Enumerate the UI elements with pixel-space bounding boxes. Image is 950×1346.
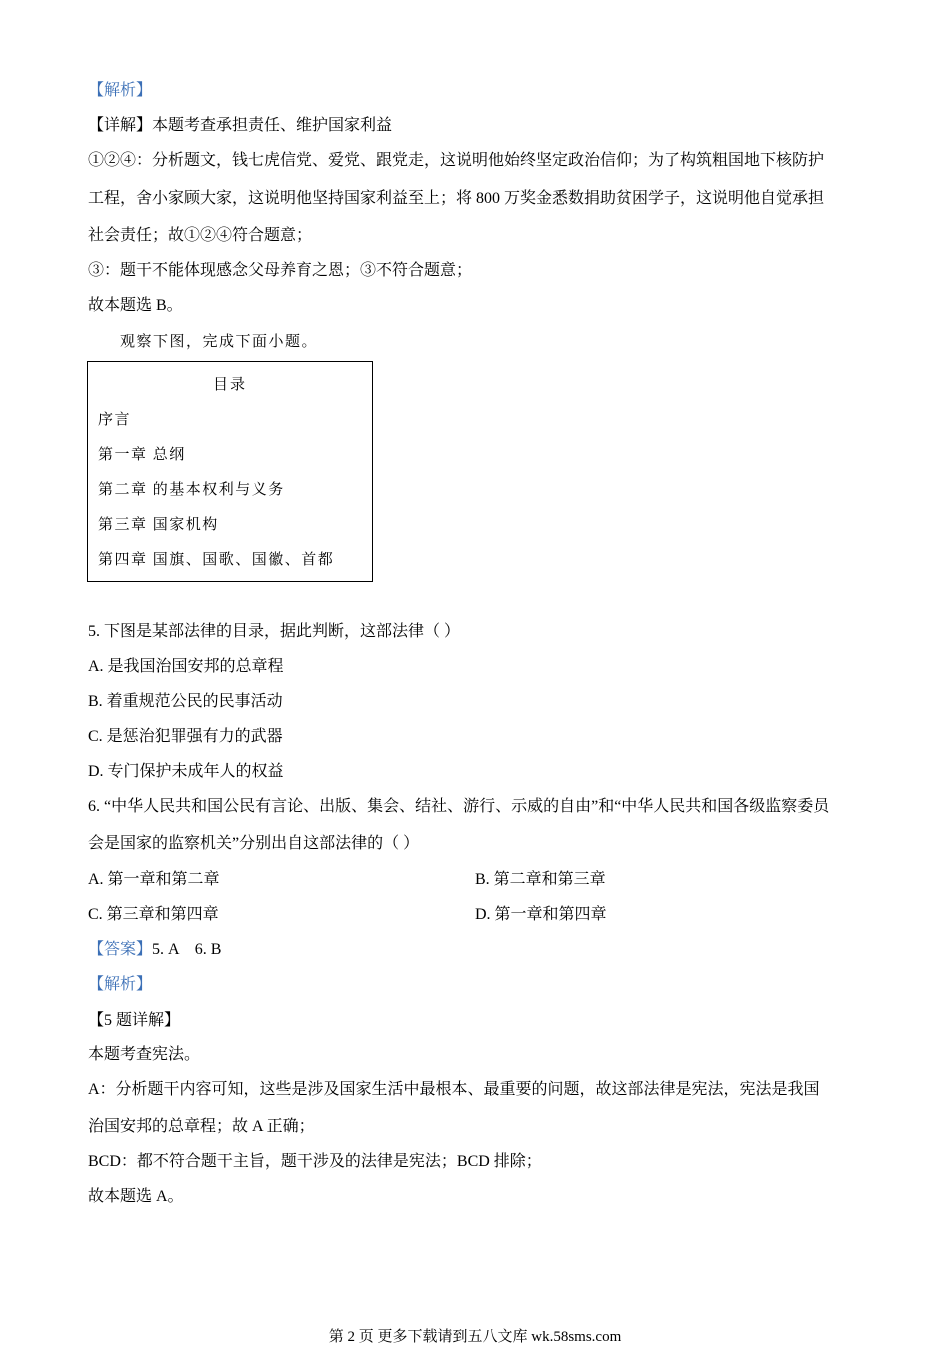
- toc-item: 第一章 总纲: [98, 447, 186, 463]
- analysis-label: 【解析】: [88, 976, 153, 993]
- question-5-option-a: A. 是我国治国安邦的总章程: [88, 658, 284, 675]
- question-6-stem: 6. “中华人民共和国公民有言论、出版、集会、结社、游行、示威的自由”和“中华人民共和国各级监察委员: [88, 798, 830, 815]
- explanation-line: A：分析题干内容可知，这些是涉及国家生活中最根本、最重要的问题，故这部法律是宪法，宪法是我国: [88, 1081, 820, 1098]
- analysis-label: 【解析】: [88, 82, 153, 99]
- question-5-stem: 5. 下图是某部法律的目录，据此判断，这部法律（ ）: [88, 623, 461, 640]
- page-footer: 第 2 页 更多下载请到五八文库 wk.58sms.com: [328, 1329, 622, 1345]
- question-intro: 观察下图，完成下面小题。: [120, 334, 319, 350]
- explanation-line: ③：题干不能体现感念父母养育之恩；③不符合题意；: [88, 262, 473, 279]
- explanation-line: 工程，舍小家顾大家，这说明他坚持国家利益至上；将 800 万奖金悉数捐助贫困学子，这说明他自觉承担: [88, 190, 825, 207]
- toc-item: 第二章 的基本权利与义务: [98, 482, 285, 498]
- question-5-option-c: C. 是惩治犯罪强有力的武器: [88, 728, 283, 745]
- detail-heading: 【详解】本题考查承担责任、维护国家利益: [88, 117, 393, 134]
- explanation-line: 社会责任；故①②④符合题意；: [88, 227, 313, 244]
- explanation-line: ①②④：分析题文，钱七虎信党、爱党、跟党走，这说明他始终坚定政治信仰；为了构筑粗国地下核防护: [88, 152, 825, 169]
- explanation-line: BCD：都不符合题干主旨，题干涉及的法律是宪法；BCD 排除；: [88, 1153, 542, 1170]
- topic-line: 本题考查宪法。: [88, 1046, 201, 1063]
- toc-title: 目录: [212, 377, 247, 393]
- table-of-contents-figure: [87, 361, 373, 582]
- question-6-option-d: D. 第一章和第四章: [475, 906, 607, 923]
- conclusion: 故本题选 A。: [88, 1188, 184, 1205]
- question-5-option-d: D. 专门保护未成年人的权益: [88, 763, 284, 780]
- detail-5-heading: 【5 题详解】: [88, 1012, 181, 1029]
- question-6-option-a: A. 第一章和第二章: [88, 871, 220, 888]
- answer-line: [88, 940, 221, 960]
- toc-item: 第三章 国家机构: [98, 517, 219, 533]
- toc-item: 序言: [98, 412, 132, 428]
- question-6-option-c: C. 第三章和第四章: [88, 906, 219, 923]
- explanation-line: 治国安邦的总章程；故 A 正确；: [88, 1118, 315, 1135]
- question-5-option-b: B. 着重规范公民的民事活动: [88, 693, 283, 710]
- answer-text: 5. A 6. B: [152, 941, 222, 958]
- question-6-stem: 会是国家的监察机关”分别出自这部法律的（ ）: [88, 835, 420, 852]
- toc-item: 第四章 国旗、国歌、国徽、首都: [98, 552, 335, 568]
- conclusion: 故本题选 B。: [88, 297, 183, 314]
- answer-label: 【答案】: [88, 941, 153, 958]
- question-6-option-b: B. 第二章和第三章: [475, 871, 606, 888]
